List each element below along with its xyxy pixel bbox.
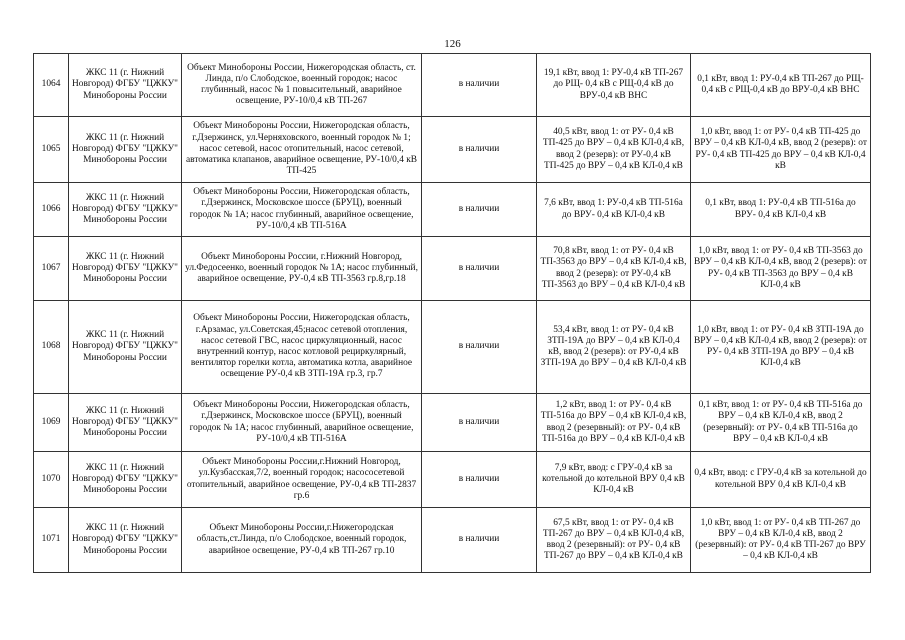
availability-cell: в наличии	[422, 117, 537, 183]
emergency-capacity-cell: 0,1 кВт, ввод 1: от РУ- 0,4 кВ ТП-516а до ВРУ – 0,4 кВ КЛ-0,4 кВ, ввод 2 (резервный): от РУ- 0,4 кВ ТП-516а до ВРУ – 0,4 кВ КЛ-0,4 кВ	[691, 394, 871, 452]
availability-cell: в наличии	[422, 237, 537, 301]
organization-cell: ЖКС 11 (г. Нижний Новгород) ФГБУ "ЦЖКУ" Минобороны России	[69, 301, 182, 394]
row-number: 1064	[34, 54, 69, 117]
availability-cell: в наличии	[422, 54, 537, 117]
page-number: 126	[444, 38, 461, 50]
row-number: 1070	[34, 452, 69, 508]
table-row	[34, 117, 871, 183]
object-description-cell: Объект Минобороны России, Нижегородская область, ст. Линда, п/о Слободское, военный городок; насос глубинный, насос № 1 повысительный, аварийное освещение, РУ-10/0,4 кВ ТП-267	[182, 54, 422, 117]
capacity-cell: 67,5 кВт, ввод 1: от РУ- 0,4 кВ ТП-267 до ВРУ – 0,4 кВ КЛ-0,4 кВ, ввод 2 (резервный): от РУ- 0,4 кВ ТП-267 до ВРУ – 0,4 кВ КЛ-0,4 кВ	[537, 508, 691, 573]
row-number: 1069	[34, 394, 69, 452]
registry-table	[33, 53, 871, 573]
row-number: 1071	[34, 508, 69, 573]
organization-cell: ЖКС 11 (г. Нижний Новгород) ФГБУ "ЦЖКУ" Минобороны России	[69, 394, 182, 452]
emergency-capacity-cell: 1,0 кВт, ввод 1: от РУ- 0,4 кВ ТП-425 до ВРУ – 0,4 кВ КЛ-0,4 кВ, ввод 2 (резерв): от РУ- 0,4 кВ ТП-425 до ВРУ – 0,4 кВ КЛ-0,4 кВ	[691, 117, 871, 183]
availability-cell: в наличии	[422, 508, 537, 573]
emergency-capacity-cell: 0,4 кВт, ввод: с ГРУ-0,4 кВ за котельной до котельной ВРУ 0,4 кВ КЛ-0,4 кВ	[691, 452, 871, 508]
organization-cell: ЖКС 11 (г. Нижний Новгород) ФГБУ "ЦЖКУ" Минобороны России	[69, 237, 182, 301]
capacity-cell: 7,6 кВт, ввод 1: РУ-0,4 кВ ТП-516а до ВРУ- 0,4 кВ КЛ-0,4 кВ	[537, 183, 691, 237]
emergency-capacity-cell: 1,0 кВт, ввод 1: от РУ- 0,4 кВ ЗТП-19А до ВРУ – 0,4 кВ КЛ-0,4 кВ, ввод 2 (резерв): от РУ- 0,4 кВ ЗТП-19А до ВРУ – 0,4 кВ КЛ-0,4 кВ	[691, 301, 871, 394]
object-description-cell: Объект Минобороны России, г.Нижний Новгород, ул.Федосеенко, военный городок № 1А; насос глубинный, аварийное освещение, РУ-0,4 кВ ТП-3563 гр.8,гр.18	[182, 237, 422, 301]
object-description-cell: Объект Минобороны России, Нижегородская область, г.Арзамас, ул.Советская,45;насос сетевой отопления, насос сетевой ГВС, насос циркуляционный, насос внутренний контур, насос котловой рециркулярный, вентилятор горелки котла, автоматика котла, аварийное освещение РУ-0,4 кВ ЗТП-19А гр.3, гр.7	[182, 301, 422, 394]
availability-cell: в наличии	[422, 183, 537, 237]
object-description-cell: Объект Минобороны России, Нижегородская область, г.Дзержинск, ул.Черняховского, военный городок № 1; насос сетевой, насос отопительный, насос сетевой, автоматика клапанов, аварийное освещение, РУ-10/0,4 кВ ТП-425	[182, 117, 422, 183]
organization-cell: ЖКС 11 (г. Нижний Новгород) ФГБУ "ЦЖКУ" Минобороны России	[69, 54, 182, 117]
table-row	[34, 301, 871, 394]
capacity-cell: 19,1 кВт, ввод 1: РУ-0,4 кВ ТП-267 до РЩ- 0,4 кВ с РЩ-0,4 кВ до ВРУ-0,4 кВ ВНС	[537, 54, 691, 117]
emergency-capacity-cell: 0,1 кВт, ввод 1: РУ-0,4 кВ ТП-267 до РЩ- 0,4 кВ с РЩ-0,4 кВ до ВРУ-0,4 кВ ВНС	[691, 54, 871, 117]
object-description-cell: Объект Минобороны России, Нижегородская область, г.Дзержинск, Московское шоссе (БРУЦ), военный городок № 1А; насос глубинный, аварийное освещение, РУ-10/0,4 кВ ТП-516А	[182, 394, 422, 452]
organization-cell: ЖКС 11 (г. Нижний Новгород) ФГБУ "ЦЖКУ" Минобороны России	[69, 183, 182, 237]
row-number: 1067	[34, 237, 69, 301]
capacity-cell: 40,5 кВт, ввод 1: от РУ- 0,4 кВ ТП-425 до ВРУ – 0,4 кВ КЛ-0,4 кВ, ввод 2 (резерв): от РУ-0,4 кВ ТП-425 до ВРУ – 0,4 кВ КЛ-0,4 кВ	[537, 117, 691, 183]
table-row	[34, 394, 871, 452]
availability-cell: в наличии	[422, 452, 537, 508]
capacity-cell: 53,4 кВт, ввод 1: от РУ- 0,4 кВ ЗТП-19А до ВРУ – 0,4 кВ КЛ-0,4 кВ, ввод 2 (резерв): от РУ-0,4 кВ ЗТП-19А до ВРУ – 0,4 кВ КЛ-0,4 кВ	[537, 301, 691, 394]
emergency-capacity-cell: 1,0 кВт, ввод 1: от РУ- 0,4 кВ ТП-267 до ВРУ – 0,4 кВ КЛ-0,4 кВ, ввод 2 (резервный): от РУ- 0,4 кВ ТП-267 до ВРУ – 0,4 кВ КЛ-0,4 кВ	[691, 508, 871, 573]
row-number: 1068	[34, 301, 69, 394]
table-row	[34, 237, 871, 301]
organization-cell: ЖКС 11 (г. Нижний Новгород) ФГБУ "ЦЖКУ" Минобороны России	[69, 508, 182, 573]
capacity-cell: 7,9 кВт, ввод: с ГРУ-0,4 кВ за котельной до котельной ВРУ 0,4 кВ КЛ-0,4 кВ	[537, 452, 691, 508]
object-description-cell: Объект Минобороны России, Нижегородская область, г.Дзержинск, Московское шоссе (БРУЦ), военный городок № 1А; насос глубинный, аварийное освещение, РУ-10/0,4 кВ ТП-516А	[182, 183, 422, 237]
table-row	[34, 452, 871, 508]
object-description-cell: Объект Минобороны России,г.Нижегородская область,ст.Линда, п/о Слободское, военный городок, аварийное освещение, РУ-0,4 кВ ТП-267 гр.10	[182, 508, 422, 573]
row-number: 1066	[34, 183, 69, 237]
table-row	[34, 183, 871, 237]
capacity-cell: 1,2 кВт, ввод 1: от РУ- 0,4 кВ ТП-516а до ВРУ – 0,4 кВ КЛ-0,4 кВ, ввод 2 (резервный): от РУ- 0,4 кВ ТП-516а до ВРУ – 0,4 кВ КЛ-0,4 кВ	[537, 394, 691, 452]
row-number: 1065	[34, 117, 69, 183]
table-row	[34, 54, 871, 117]
table-row	[34, 508, 871, 573]
emergency-capacity-cell: 0,1 кВт, ввод 1: РУ-0,4 кВ ТП-516а до ВРУ- 0,4 кВ КЛ-0,4 кВ	[691, 183, 871, 237]
object-description-cell: Объект Минобороны России,г.Нижний Новгород, ул.Кузбасская,7/2, военный городок; насососетевой отопительный, аварийное освещение, РУ-0,4 кВ ТП-2837 гр.6	[182, 452, 422, 508]
availability-cell: в наличии	[422, 301, 537, 394]
emergency-capacity-cell: 1,0 кВт, ввод 1: от РУ- 0,4 кВ ТП-3563 до ВРУ – 0,4 кВ КЛ-0,4 кВ, ввод 2 (резерв): от РУ- 0,4 кВ ТП-3563 до ВРУ – 0,4 кВ КЛ-0,4 кВ	[691, 237, 871, 301]
organization-cell: ЖКС 11 (г. Нижний Новгород) ФГБУ "ЦЖКУ" Минобороны России	[69, 117, 182, 183]
organization-cell: ЖКС 11 (г. Нижний Новгород) ФГБУ "ЦЖКУ" Минобороны России	[69, 452, 182, 508]
availability-cell: в наличии	[422, 394, 537, 452]
capacity-cell: 70,8 кВт, ввод 1: от РУ- 0,4 кВ ТП-3563 до ВРУ – 0,4 кВ КЛ-0,4 кВ, ввод 2 (резерв): от РУ-0,4 кВ ТП-3563 до ВРУ – 0,4 кВ КЛ-0,4 кВ	[537, 237, 691, 301]
